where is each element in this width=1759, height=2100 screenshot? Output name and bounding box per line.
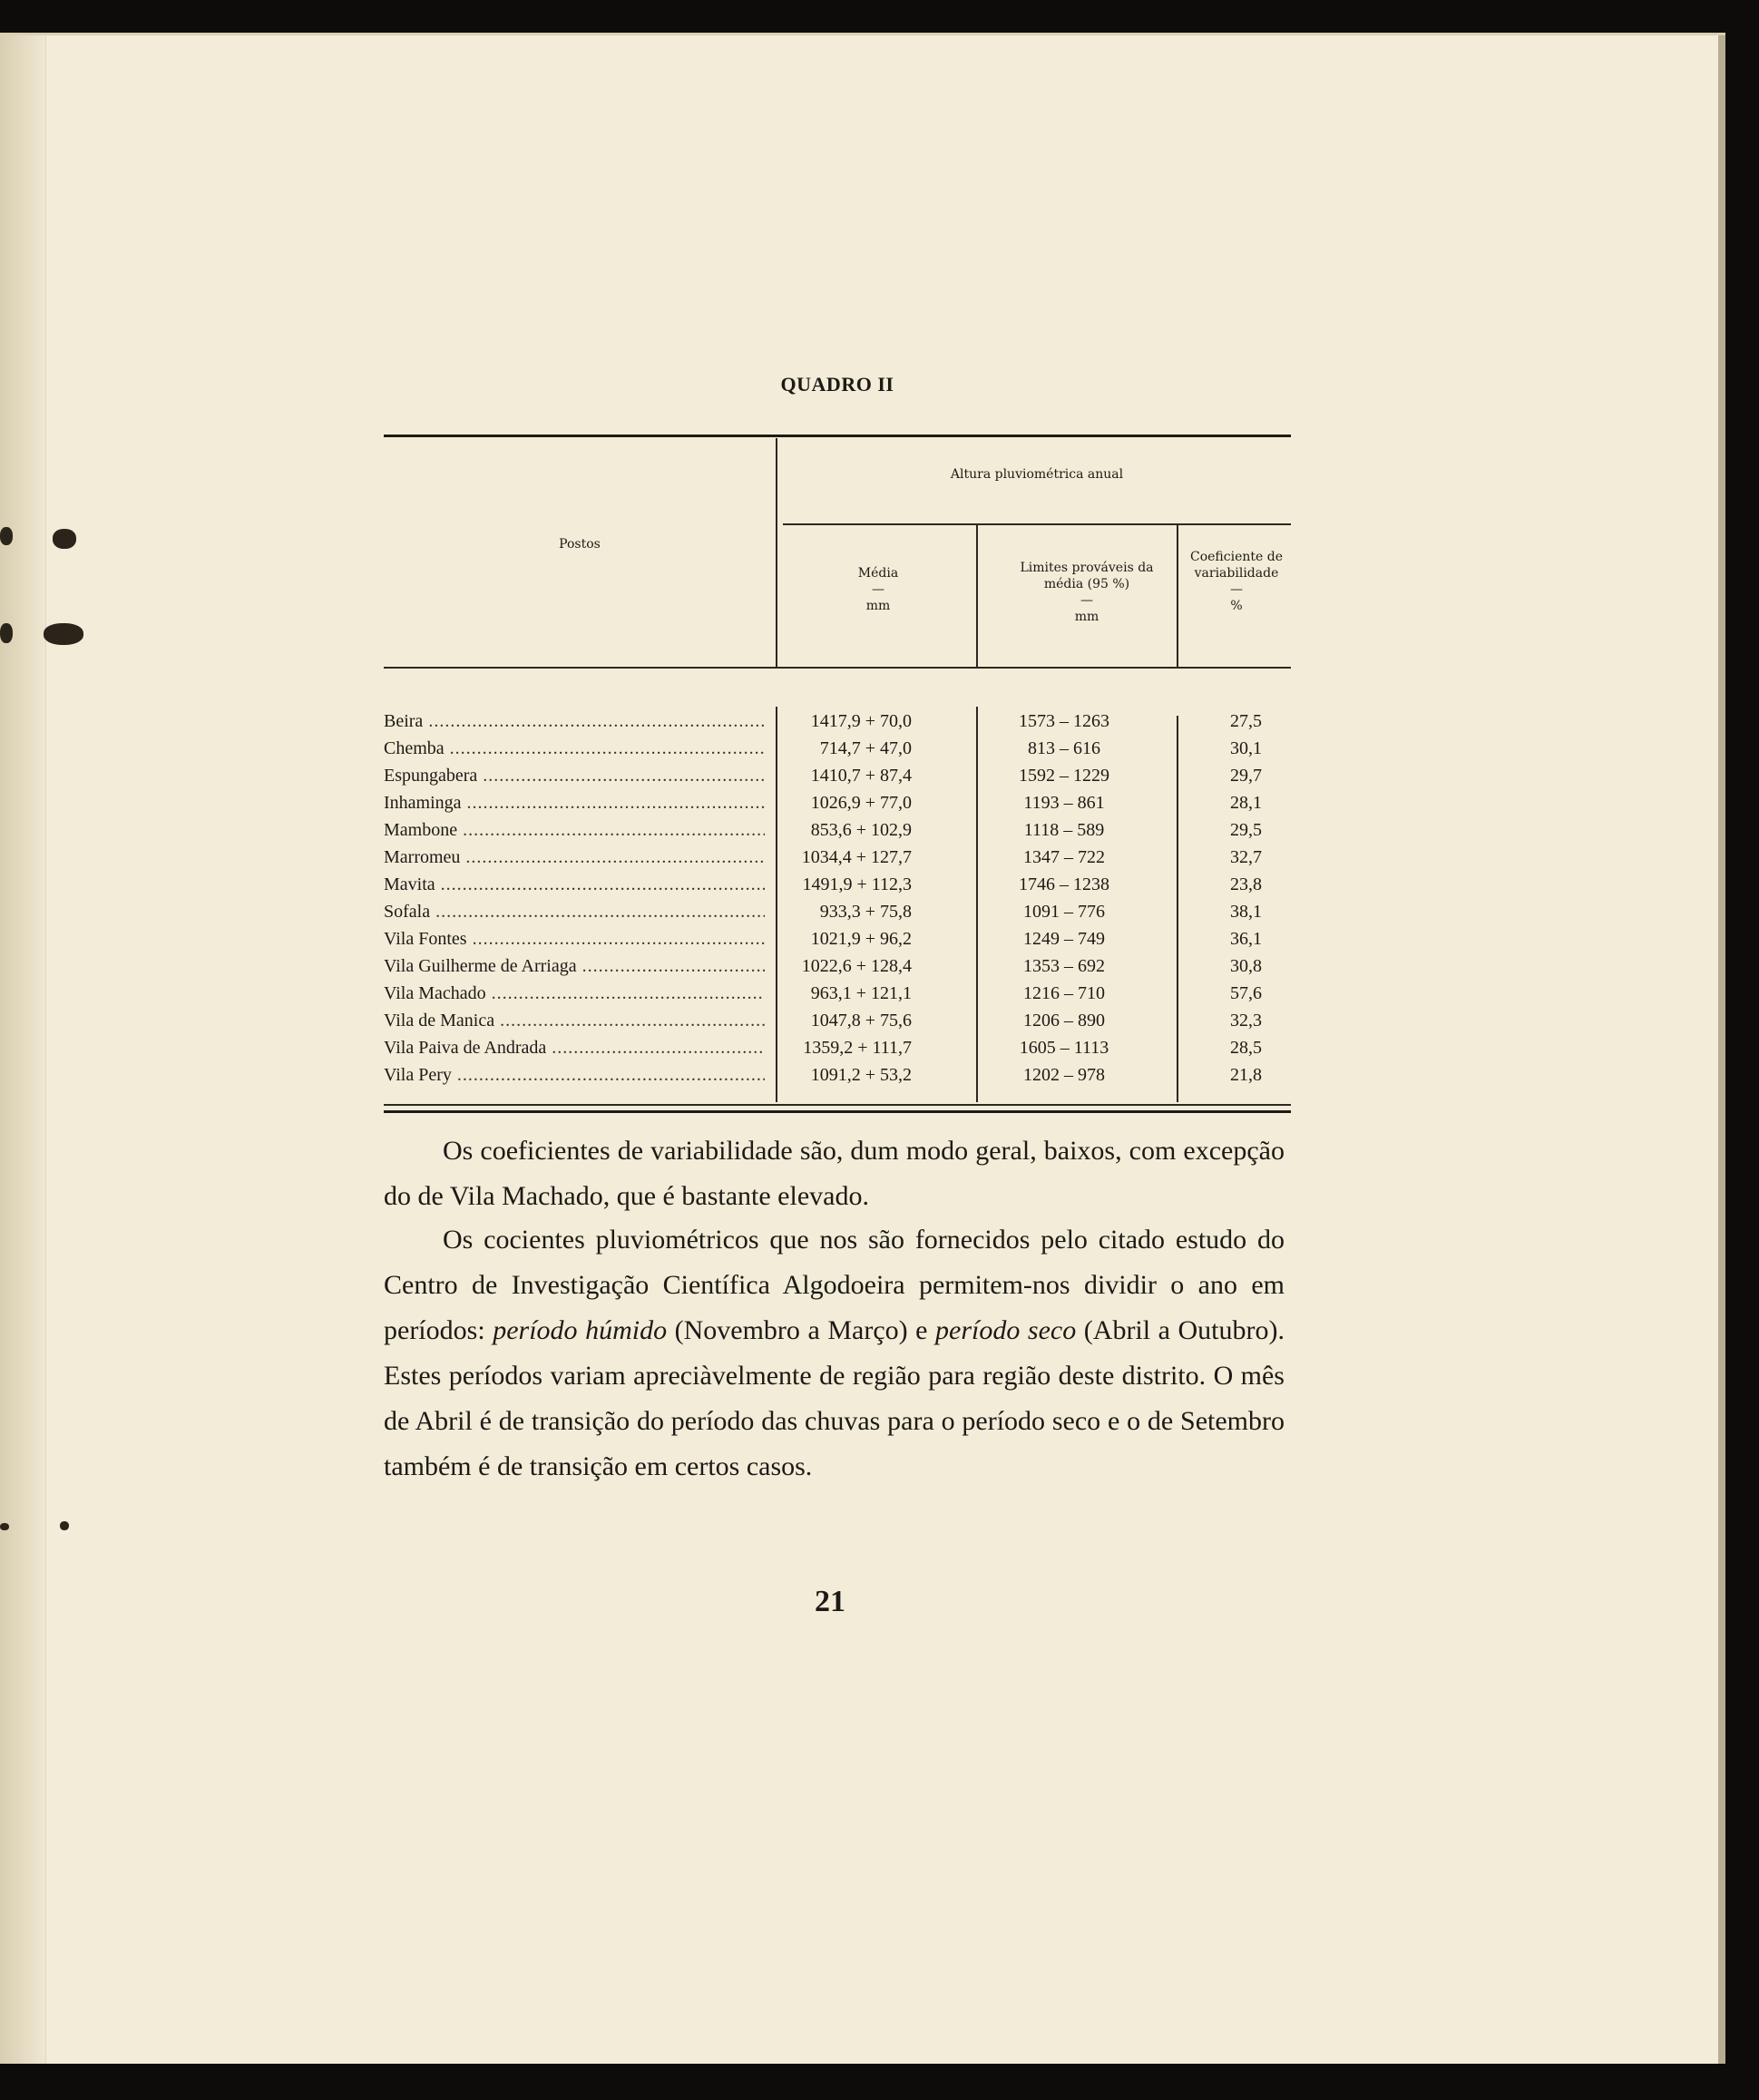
limites-value: 1202 – 978 [1023,1065,1105,1085]
column-divider [776,438,777,668]
table-row [384,1038,1291,1065]
header-limites-label: Limites prováveis da média (95 %) [1020,561,1154,591]
coef-value: 23,8 [1230,874,1262,894]
coef-value: 30,1 [1230,738,1262,758]
page-gutter [0,35,46,2064]
coef-value: 36,1 [1230,929,1262,949]
paragraph-2 [384,1217,1285,1490]
coef-value: 21,8 [1230,1065,1262,1085]
limites-value: 813 – 616 [1028,738,1100,758]
posto-name: Espungabera ..... [384,766,765,786]
table-row [384,902,1291,929]
paragraph-2-text-c: (Abril a Outubro). Estes períodos variam apreciàvelmente de região para região deste distrito. O mês de Abril é de transição do período das chuvas para o período seco e o de Setembro também é de transição em certos casos. [384,1315,1285,1481]
limites-value: 1118 – 589 [1023,820,1105,840]
posto-name: Vila de Manica ..... [384,1011,765,1031]
coef-value: 29,5 [1230,820,1262,840]
table-row [384,1011,1291,1038]
table-row [384,711,1291,738]
media-value: 1022,6 + 128,4 [801,956,912,976]
table-bottom-rule [384,1104,1291,1106]
coef-value: 32,7 [1230,847,1262,867]
media-value: 1034,4 + 127,7 [801,847,912,867]
page-number: 21 [815,1585,845,1618]
table-row [384,1065,1291,1092]
binding-hole [0,623,13,643]
limites-value: 1573 – 1263 [1019,711,1109,731]
page-edge [1718,35,1725,2064]
limites-value: 1347 – 722 [1023,847,1105,867]
coef-value: 28,1 [1230,793,1262,813]
table-row [384,956,1291,983]
binding-hole [0,1523,9,1530]
posto-name: Beira ..... [384,711,765,732]
posto-name: Vila Paiva de Andrada ..... [384,1038,765,1059]
limites-value: 1249 – 749 [1023,929,1105,949]
header-dash: — [872,582,884,597]
posto-name: Marromeu ..... [384,847,765,868]
limites-value: 1216 – 710 [1023,983,1105,1003]
posto-name: Vila Machado ..... [384,983,765,1004]
term-periodo-humido: período húmido [493,1315,668,1345]
header-dash: — [1080,593,1093,608]
coef-value: 27,5 [1230,711,1262,731]
binding-hole [60,1521,69,1530]
paragraph-2-text-a: Os cocientes pluviométricos que nos são fornecidos pelo citado estudo do Centro de Investigação Científica Algodoeira permitem-nos dividir o ano em períodos: [384,1225,1285,1345]
coef-value: 29,7 [1230,766,1262,786]
term-periodo-seco: período seco [935,1315,1077,1345]
binding-hole [44,623,83,645]
paragraph-2-text-b: (Novembro a Março) e [667,1315,936,1345]
header-dash: — [1230,582,1243,597]
header-subrule [783,523,1291,525]
table-row [384,766,1291,793]
media-value: 1359,2 + 111,7 [803,1038,912,1058]
header-media-unit: mm [865,599,891,613]
header-postos: Postos [559,537,601,552]
coef-value: 38,1 [1230,902,1262,922]
table-row [384,793,1291,820]
header-limites-unit: mm [1074,610,1099,624]
limites-value: 1193 – 861 [1023,793,1105,813]
coef-value: 30,8 [1230,956,1262,976]
column-divider [976,525,978,668]
media-value: 1491,9 + 112,3 [802,874,912,894]
table-title: QUADRO II [780,373,894,396]
media-value: 1026,9 + 77,0 [810,793,912,813]
paragraph-1-text: Os coeficientes de variabilidade são, dum modo geral, baixos, com excepção do de Vila Machado, que é bastante elevado. [384,1136,1285,1211]
media-value: 853,6 + 102,9 [810,820,912,840]
table-body [384,711,1291,1092]
coef-value: 57,6 [1230,983,1262,1003]
paragraph-1 [384,1128,1285,1219]
header-media-label: Média [857,566,899,581]
media-value: 1047,8 + 75,6 [810,1011,912,1030]
header-bottom-rule [384,667,1291,669]
media-value: 933,3 + 75,8 [819,902,912,922]
posto-name: Vila Pery ..... [384,1065,765,1086]
binding-hole [0,527,13,545]
table-row [384,847,1291,874]
limites-value: 1091 – 776 [1023,902,1105,922]
posto-name: Mambone ..... [384,820,765,841]
posto-name: Vila Guilherme de Arriaga ..... [384,956,765,977]
media-value: 963,1 + 121,1 [810,983,912,1003]
header-limites [1019,560,1155,625]
media-value: 714,7 + 47,0 [819,738,912,758]
binding-hole [53,529,76,549]
header-coef-unit: % [1230,599,1243,613]
table-row [384,738,1291,766]
posto-name: Mavita ..... [384,874,765,895]
header-coef [1187,549,1286,614]
column-divider [1177,525,1178,668]
limites-value: 1592 – 1229 [1019,766,1109,786]
table-bottom-rule-thick [384,1110,1291,1113]
media-value: 1021,9 + 96,2 [810,929,912,949]
table-row [384,874,1291,902]
book-page [0,33,1725,2064]
coef-value: 28,5 [1230,1038,1262,1058]
table-row [384,929,1291,956]
media-value: 1091,2 + 53,2 [810,1065,912,1085]
posto-name: Vila Fontes ..... [384,929,765,950]
posto-name: Inhaminga ..... [384,793,765,814]
header-altura: Altura pluviométrica anual [950,467,1124,482]
header-media [783,565,973,614]
media-value: 1410,7 + 87,4 [810,766,912,786]
limites-value: 1605 – 1113 [1019,1038,1109,1058]
table-top-rule [384,435,1291,437]
table-row [384,820,1291,847]
table-row [384,983,1291,1011]
limites-value: 1353 – 692 [1023,956,1105,976]
posto-name: Chemba ..... [384,738,765,759]
media-value: 1417,9 + 70,0 [810,711,912,731]
coef-value: 32,3 [1230,1011,1262,1030]
limites-value: 1746 – 1238 [1019,874,1109,894]
header-coef-label: Coeficiente de variabilidade [1190,550,1283,581]
posto-name: Sofala ..... [384,902,765,923]
limites-value: 1206 – 890 [1023,1011,1105,1030]
